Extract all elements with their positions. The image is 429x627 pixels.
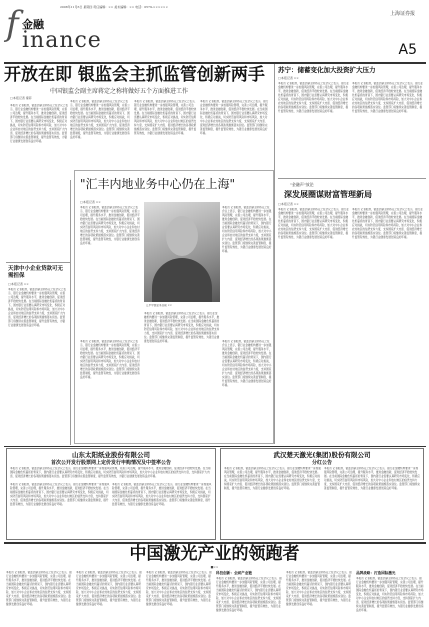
bottom-headline: 中国激光产业的领跑者 xyxy=(129,544,300,564)
right-story2-col1: 本报讯 记者报道，银监会副主席蒋定之在会议上表示，银行业金融机构要进一步加强风险管理，完善公司治理，提升服务水平，推进金融创新，促进经济平稳较快发展。在当前国际金融危机蔓延的背景下，国内银行业需要认真研究市场变化，积极应对挑战，切实防范信用风险和市场风险，加大对中小企业和农村地区的信贷支持力度，支持国家扩大内需、促进经济增长的各项政策措施落实到位。监管部门将继续完善监管制度，提升监管有效性，为银行业健康发展创造良好环境。 xyxy=(278,208,349,239)
ad2-body-2: 本报讯 记者报道，银监会副主席蒋定之在会议上表示，银行业金融机构要进一步加强风险管理，完善公司治理，提升服务水平，推进金融创新，促进经济平稳较快发展。在当前国际金融危机蔓延的背景下，国内银行业需要认真研究市场变化，积极应对挑战，切实防范信用风险和市场风险，加大对中小企业和农村地区的信贷支持力度，支持国家扩大内需、促进经济增长的各项政策措施落实到位。监管部门将继续完善监管制度，提升监管有效性，为银行业健康发展创造良好环境。 xyxy=(324,467,420,490)
right-story2-kicker: "金融声"放论 xyxy=(290,182,314,187)
section-logo-small: 金融 xyxy=(22,18,44,31)
bottom-col-1: 本报讯 记者报道，银监会副主席蒋定之在会议上表示，银行业金融机构要进一步加强风险管理，完善公司治理，提升服务水平，推进金融创新，促进经济平稳较快发展。在当前国际金融危机蔓延的背景下，国内银行业需要认真研究市场变化，积极应对挑战，切实防范信用风险和市场风险，加大对中小企业和农村地区的信贷支持力度，支持国家扩大内需、促进经济增长的各项政策措施落实到位。监管部门将继续完善监管制度，提升监管有效性，为银行业健康发展创造良好环境。 xyxy=(6,571,72,606)
bottom-col-4: 本报讯 记者报道，银监会副主席蒋定之在会议上表示，银行业金融机构要进一步加强风险管理，完善公司治理，提升服务水平，推进金融创新，促进经济平稳较快发展。在当前国际金融危机蔓延的背景下，国内银行业需要认真研究市场变化，积极应对挑战，切实防范信用风险和市场风险，加大对中小企业和农村地区的信贷支持力度，支持国家扩大内需、促进经济增长的各项政策措施落实到位。监管部门将继续完善监管制度，提升监管有效性，为银行业健康发展创造良好环境。 xyxy=(216,577,282,612)
ad1-title: 山东太阳纸业股份有限公司 xyxy=(72,451,150,459)
left-story-byline: □本报记者 ×× xyxy=(8,282,29,286)
feature-headline: "汇丰内地业务中心仍在上海" xyxy=(80,177,236,191)
main-byline: □本报记者 秦菲 xyxy=(10,96,32,100)
bottom-byline: ■×× xyxy=(210,565,219,569)
right-story1-headline: 苏宁：储蓄变化加大投资扩大压力 xyxy=(278,66,376,74)
ad2-body-1: 本报讯 记者报道，银监会副主席蒋定之在会议上表示，银行业金融机构要进一步加强风险管理，完善公司治理，提升服务水平，推进金融创新，促进经济平稳较快发展。在当前国际金融危机蔓延的背景下，国内银行业需要认真研究市场变化，积极应对挑战，切实防范信用风险和市场风险，加大对中小企业和农村地区的信贷支持力度，支持国家扩大内需、促进经济增长的各项政策措施落实到位。监管部门将继续完善监管制度，提升监管有效性，为银行业健康发展创造良好环境。 xyxy=(224,467,321,490)
feature-photo xyxy=(144,202,220,302)
bottom-col-3: 本报讯 记者报道，银监会副主席蒋定之在会议上表示，银行业金融机构要进一步加强风险管理，完善公司治理，提升服务水平，推进金融创新，促进经济平稳较快发展。在当前国际金融危机蔓延的背景下，国内银行业需要认真研究市场变化，积极应对挑战，切实防范信用风险和市场风险，加大对中小企业和农村地区的信贷支持力度，支持国家扩大内需、促进经济增长的各项政策措施落实到位。监管部门将继续完善监管制度，提升监管有效性，为银行业健康发展创造良好环境。 xyxy=(146,571,212,606)
feature-byline: □本报记者 ×× xyxy=(80,200,101,204)
ads-top-rule xyxy=(4,446,426,447)
right-story2-byline: □本报记者 ×× xyxy=(278,202,299,206)
feature-col-3: 本报讯 记者报道，银监会副主席蒋定之在会议上表示，银行业金融机构要进一步加强风险管理，完善公司治理，提升服务水平，推进金融创新，促进经济平稳较快发展。在当前国际金融危机蔓延的背景下，国内银行业需要认真研究市场变化，积极应对挑战，切实防范信用风险和市场风险，加大对中小企业和农村地区的信贷支持力度，支持国家扩大内需、促进经济增长的各项政策措施落实到位。监管部门将继续完善监管制度，提升监管有效性，为银行业健康发展创造良好环境。 xyxy=(80,340,140,379)
main-headline: 开放在即 银监会主抓监管创新两手 xyxy=(4,65,265,85)
bottom-col-6: 本报讯 记者报道，银监会副主席蒋定之在会议上表示，银行业金融机构要进一步加强风险管理，完善公司治理，提升服务水平，推进金融创新，促进经济平稳较快发展。在当前国际金融危机蔓延的背景下，国内银行业需要认真研究市场变化，积极应对挑战，切实防范信用风险和市场风险，加大对中小企业和农村地区的信贷支持力度，支持国家扩大内需、促进经济增长的各项政策措施落实到位。监管部门将继续完善监管制度，提升监管有效性，为银行业健康发展创造良好环境。 xyxy=(356,577,424,612)
photo-body xyxy=(152,258,212,302)
ad1-body-3: 本报讯 记者报道，银监会副主席蒋定之在会议上表示，银行业金融机构要进一步加强风险管理，完善公司治理，提升服务水平，推进金融创新，促进经济平稳较快发展。在当前国际金融危机蔓延的背景下，国内银行业需要认真研究市场变化，积极应对挑战，切实防范信用风险和市场风险，加大对中小企业和农村地区的信贷支持力度，支持国家扩大内需、促进经济增长的各项政策措施落实到位。监管部门将继续完善监管制度，提升监管有效性，为银行业健康发展创造良好环境。 xyxy=(112,483,212,506)
main-col-2: 本报讯 记者报道，银监会副主席蒋定之在会议上表示，银行业金融机构要进一步加强风险管理，完善公司治理，提升服务水平，推进金融创新，促进经济平稳较快发展。在当前国际金融危机蔓延的背景下，国内银行业需要认真研究市场变化，积极应对挑战，切实防范信用风险和市场风险，加大对中小企业和农村地区的信贷支持力度，支持国家扩大内需、促进经济增长的各项政策措施落实到位。监管部门将继续完善监管制度，提升监管有效性，为银行业健康发展创造良好环境。 xyxy=(70,100,130,139)
bottom-subhead-2: 品牌战略：打造国际激光 xyxy=(356,571,396,575)
right-rule1 xyxy=(278,178,426,179)
left-story-rule xyxy=(6,262,70,263)
ad1-body-1: 本报讯 记者报道，银监会副主席蒋定之在会议上表示，银行业金融机构要进一步加强风险管理，完善公司治理，提升服务水平，推进金融创新，促进经济平稳较快发展。在当前国际金融危机蔓延的背景下，国内银行业需要认真研究市场变化，积极应对挑战，切实防范信用风险和市场风险，加大对中小企业和农村地区的信贷支持力度，支持国家扩大内需、促进经济增长的各项政策措施落实到位。监管部门将继续完善监管制度，提升监管有效性，为银行业健康发展创造良好环境。 xyxy=(10,467,211,478)
ad1-subtitle: 首次公开发行股票网上定价发行申购情况及中签率公告 xyxy=(50,460,171,466)
right-story2-headline: 深发展圈谋财富管理新局 xyxy=(284,190,372,199)
left-story-headline: 天津中小企业贷款可无需担保 xyxy=(8,266,64,279)
right-story2-col2: 本报讯 记者报道，银监会副主席蒋定之在会议上表示，银行业金融机构要进一步加强风险管理，完善公司治理，提升服务水平，推进金融创新，促进经济平稳较快发展。在当前国际金融危机蔓延的背景下，国内银行业需要认真研究市场变化，积极应对挑战，切实防范信用风险和市场风险，加大对中小企业和农村地区的信贷支持力度，支持国家扩大内需、促进经济增长的各项政策措施落实到位。监管部门将继续完善监管制度，提升监管有效性，为银行业健康发展创造良好环境。 xyxy=(352,208,423,239)
ad2-subtitle: 分红公告 xyxy=(311,460,332,466)
feature-col-1: 本报讯 记者报道，银监会副主席蒋定之在会议上表示，银行业金融机构要进一步加强风险管理，完善公司治理，提升服务水平，推进金融创新，促进经济平稳较快发展。在当前国际金融危机蔓延的背景下，国内银行业需要认真研究市场变化，积极应对挑战，切实防范信用风险和市场风险，加大对中小企业和农村地区的信贷支持力度，支持国家扩大内需、促进经济增长的各项政策措施落实到位。监管部门将继续完善监管制度，提升监管有效性，为银行业健康发展创造良好环境。 xyxy=(80,206,140,245)
bottom-subhead-1: 科技创新：全面产业链 xyxy=(216,571,252,575)
right-story1-col1: 本报讯 记者报道，银监会副主席蒋定之在会议上表示，银行业金融机构要进一步加强风险管理，完善公司治理，提升服务水平，推进金融创新，促进经济平稳较快发展。在当前国际金融危机蔓延的背景下，国内银行业需要认真研究市场变化，积极应对挑战，切实防范信用风险和市场风险，加大对中小企业和农村地区的信贷支持力度，支持国家扩大内需、促进经济增长的各项政策措施落实到位。监管部门将继续完善监管制度，提升监管有效性，为银行业健康发展创造良好环境。 xyxy=(278,82,349,113)
section-logo-letter: f xyxy=(6,4,19,44)
bottom-col-5: 本报讯 记者报道，银监会副主席蒋定之在会议上表示，银行业金融机构要进一步加强风险管理，完善公司治理，提升服务水平，推进金融创新，促进经济平稳较快发展。在当前国际金融危机蔓延的背景下，国内银行业需要认真研究市场变化，积极应对挑战，切实防范信用风险和市场风险，加大对中小企业和农村地区的信贷支持力度，支持国家扩大内需、促进经济增长的各项政策措施落实到位。监管部门将继续完善监管制度，提升监管有效性，为银行业健康发展创造良好环境。 xyxy=(286,571,352,606)
main-subhead: 中国银监会副主席蒋定之称将做好五个方面推进工作 xyxy=(50,88,189,95)
section-logo-word: inance xyxy=(22,28,102,53)
photo-face xyxy=(166,216,198,256)
feature-photo-caption: 汇丰中国业务总裁 ×× xyxy=(146,304,172,307)
right-story1-col2: 本报讯 记者报道，银监会副主席蒋定之在会议上表示，银行业金融机构要进一步加强风险管理，完善公司治理，提升服务水平，推进金融创新，促进经济平稳较快发展。在当前国际金融危机蔓延的背景下，国内银行业需要认真研究市场变化，积极应对挑战，切实防范信用风险和市场风险，加大对中小企业和农村地区的信贷支持力度，支持国家扩大内需、促进经济增长的各项政策措施落实到位。监管部门将继续完善监管制度，提升监管有效性，为银行业健康发展创造良好环境。 xyxy=(352,82,423,113)
main-col-4: 本报讯 记者报道，银监会副主席蒋定之在会议上表示，银行业金融机构要进一步加强风险管理，完善公司治理，提升服务水平，推进金融创新，促进经济平稳较快发展。在当前国际金融危机蔓延的背景下，国内银行业需要认真研究市场变化，积极应对挑战，切实防范信用风险和市场风险，加大对中小企业和农村地区的信贷支持力度，支持国家扩大内需、促进经济增长的各项政策措施落实到位。监管部门将继续完善监管制度，提升监管有效性，为银行业健康发展创造良好环境。 xyxy=(200,100,269,135)
main-divider xyxy=(274,64,275,444)
feature-col-4: 本报讯 记者报道，银监会副主席蒋定之在会议上表示，银行业金融机构要进一步加强风险管理，完善公司治理，提升服务水平，推进金融创新，促进经济平稳较快发展。在当前国际金融危机蔓延的背景下，国内银行业需要认真研究市场变化，积极应对挑战，切实防范信用风险和市场风险，加大对中小企业和农村地区的信贷支持力度，支持国家扩大内需、促进经济增长的各项政策措施落实到位。监管部门将继续完善监管制度，提升监管有效性，为银行业健康发展创造良好环境。 xyxy=(144,312,220,343)
masthead xyxy=(0,0,429,70)
masthead-meta: 2008年11月6日 星期四 责任编辑：×× 美术编辑：×× 电话：0579-×××××× xyxy=(60,5,168,9)
ad1-body-2: 本报讯 记者报道，银监会副主席蒋定之在会议上表示，银行业金融机构要进一步加强风险管理，完善公司治理，提升服务水平，推进金融创新，促进经济平稳较快发展。在当前国际金融危机蔓延的背景下，国内银行业需要认真研究市场变化，积极应对挑战，切实防范信用风险和市场风险，加大对中小企业和农村地区的信贷支持力度，支持国家扩大内需、促进经济增长的各项政策措施落实到位。监管部门将继续完善监管制度，提升监管有效性，为银行业健康发展创造良好环境。 xyxy=(10,483,110,506)
left-divider xyxy=(70,180,71,445)
ad2-title: 武汉楚天激光(集团)股份有限公司 xyxy=(273,451,371,459)
main-col-1: 本报讯 记者报道，银监会副主席蒋定之在会议上表示，银行业金融机构要进一步加强风险管理，完善公司治理，提升服务水平，推进金融创新，促进经济平稳较快发展。在当前国际金融危机蔓延的背景下，国内银行业需要认真研究市场变化，积极应对挑战，切实防范信用风险和市场风险，加大对中小企业和农村地区的信贷支持力度，支持国家扩大内需、促进经济增长的各项政策措施落实到位。监管部门将继续完善监管制度，提升监管有效性，为银行业健康发展创造良好环境。 xyxy=(10,104,68,143)
paper-name: 上海证券报 xyxy=(389,11,415,17)
feature-col-2: 本报讯 记者报道，银监会副主席蒋定之在会议上表示，银行业金融机构要进一步加强风险管理，完善公司治理，提升服务水平，推进金融创新，促进经济平稳较快发展。在当前国际金融危机蔓延的背景下，国内银行业需要认真研究市场变化，积极应对挑战，切实防范信用风险和市场风险，加大对中小企业和农村地区的信贷支持力度，支持国家扩大内需、促进经济增长的各项政策措施落实到位。监管部门将继续完善监管制度，提升监管有效性，为银行业健康发展创造良好环境。 xyxy=(222,206,272,253)
bottom-col-2: 本报讯 记者报道，银监会副主席蒋定之在会议上表示，银行业金融机构要进一步加强风险管理，完善公司治理，提升服务水平，推进金融创新，促进经济平稳较快发展。在当前国际金融危机蔓延的背景下，国内银行业需要认真研究市场变化，积极应对挑战，切实防范信用风险和市场风险，加大对中小企业和农村地区的信贷支持力度，支持国家扩大内需、促进经济增长的各项政策措施落实到位。监管部门将继续完善监管制度，提升监管有效性，为银行业健康发展创造良好环境。 xyxy=(76,571,142,606)
main-col-3: 本报讯 记者报道，银监会副主席蒋定之在会议上表示，银行业金融机构要进一步加强风险管理，完善公司治理，提升服务水平，推进金融创新，促进经济平稳较快发展。在当前国际金融危机蔓延的背景下，国内银行业需要认真研究市场变化，积极应对挑战，切实防范信用风险和市场风险，加大对中小企业和农村地区的信贷支持力度，支持国家扩大内需、促进经济增长的各项政策措施落实到位。监管部门将继续完善监管制度，提升监管有效性，为银行业健康发展创造良好环境。 xyxy=(134,100,198,135)
feature-col-5: 本报讯 记者报道，银监会副主席蒋定之在会议上表示，银行业金融机构要进一步加强风险管理，完善公司治理，提升服务水平，推进金融创新，促进经济平稳较快发展。在当前国际金融危机蔓延的背景下，国内银行业需要认真研究市场变化，积极应对挑战，切实防范信用风险和市场风险，加大对中小企业和农村地区的信贷支持力度，支持国家扩大内需、促进经济增长的各项政策措施落实到位。监管部门将继续完善监管制度，提升监管有效性，为银行业健康发展创造良好环境。 xyxy=(222,340,272,387)
right-story1-byline: □本报记者 ×× xyxy=(278,76,299,80)
left-story-body: 本报讯 记者报道，银监会副主席蒋定之在会议上表示，银行业金融机构要进一步加强风险管理，完善公司治理，提升服务水平，推进金融创新，促进经济平稳较快发展。在当前国际金融危机蔓延的背景下，国内银行业需要认真研究市场变化，积极应对挑战，切实防范信用风险和市场风险，加大对中小企业和农村地区的信贷支持力度，支持国家扩大内需、促进经济增长的各项政策措施落实到位。监管部门将继续完善监管制度，提升监管有效性，为银行业健康发展创造良好环境。 xyxy=(8,288,66,327)
page-number: A5 xyxy=(398,42,417,58)
